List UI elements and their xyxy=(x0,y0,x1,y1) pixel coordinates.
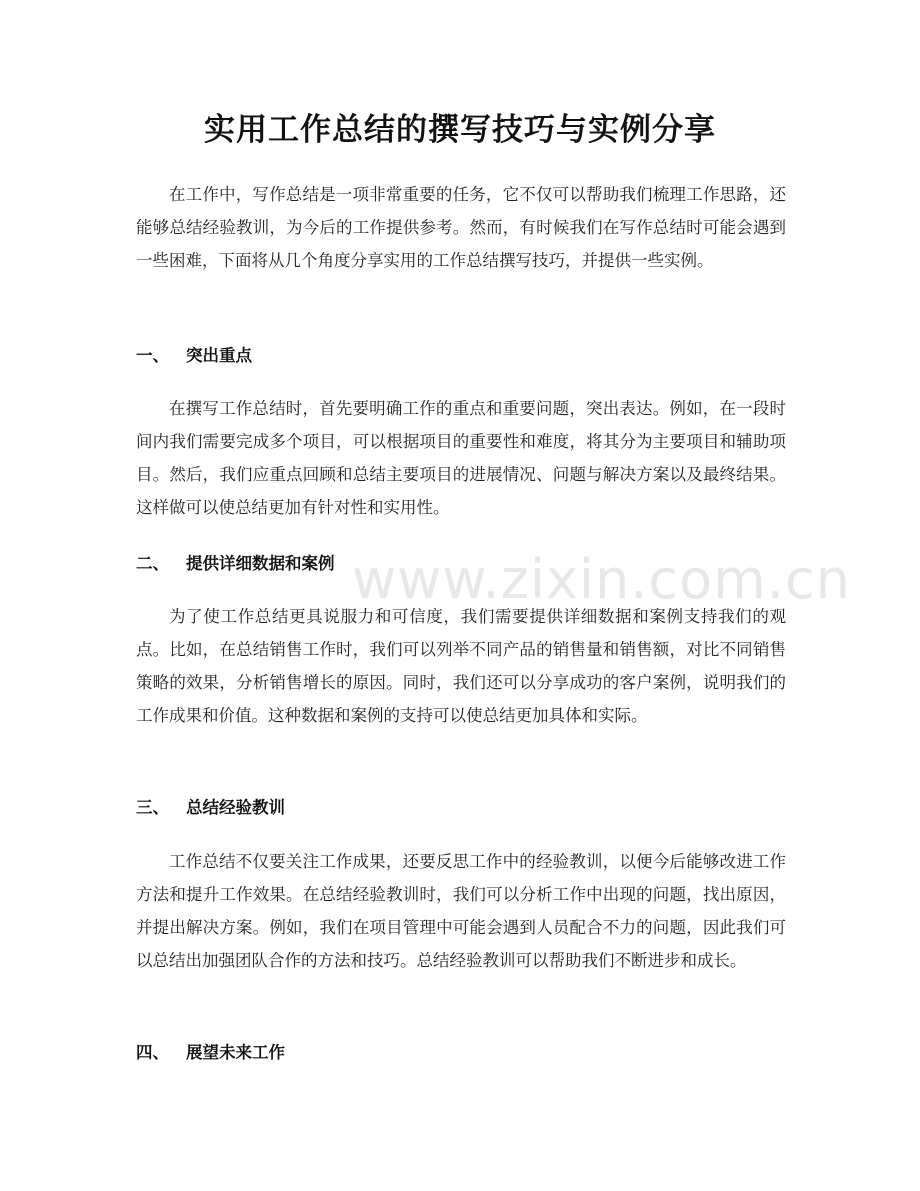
section-heading-3 xyxy=(136,795,786,821)
intro-paragraph: 在工作中，写作总结是一项非常重要的任务，它不仅可以帮助我们梳理工作思路，还能够总结经验教训，为今后的工作提供参考。然而，有时候我们在写作总结时可能会遇到一些困难，下面将从几个角度分享实用的工作总结撰写技巧，并提供一些实例。 xyxy=(136,185,786,270)
page-title: 实用工作总结的撰写技巧与实例分享 xyxy=(204,112,716,148)
section-title-2: 提供详细数据和案例 xyxy=(186,554,335,573)
section-heading-1 xyxy=(136,343,786,369)
section-title-1: 突出重点 xyxy=(186,346,252,365)
section-heading-4 xyxy=(136,1040,786,1066)
section-number-2: 二、 xyxy=(136,554,169,573)
section-title-4: 展望未来工作 xyxy=(186,1043,285,1062)
section-title-3: 总结经验教训 xyxy=(186,798,285,817)
section-number-1: 一、 xyxy=(136,346,169,365)
section-number-4: 四、 xyxy=(136,1043,169,1062)
section-body-2: 为了使工作总结更具说服力和可信度，我们需要提供详细数据和案例支持我们的观点。比如，在总结销售工作时，我们可以列举不同产品的销售量和销售额，对比不同销售策略的效果，分析销售增长的原因。同时，我们还可以分享成功的客户案例，说明我们的工作成果和价值。这种数据和案例的支持可以使总结更加具体和实际。 xyxy=(136,607,786,725)
section-number-3: 三、 xyxy=(136,798,169,817)
section-body-1: 在撰写工作总结时，首先要明确工作的重点和重要问题，突出表达。例如，在一段时间内我们需要完成多个项目，可以根据项目的重要性和难度，将其分为主要项目和辅助项目。然后，我们应重点回顾和总结主要项目的进展情况、问题与解决方案以及最终结果。这样做可以使总结更加有针对性和实用性。 xyxy=(136,399,786,517)
watermark: www.zixin.com.cn xyxy=(352,548,851,611)
section-body-3: 工作总结不仅要关注工作成果，还要反思工作中的经验教训，以便今后能够改进工作方法和提升工作效果。在总结经验教训时，我们可以分析工作中出现的问题，找出原因，并提出解决方案。例如，我们在项目管理中可能会遇到人员配合不力的问题，因此我们可以总结出加强团队合作的方法和技巧。总结经验教训可以帮助我们不断进步和成长。 xyxy=(136,852,786,970)
section-heading-2 xyxy=(136,551,786,577)
